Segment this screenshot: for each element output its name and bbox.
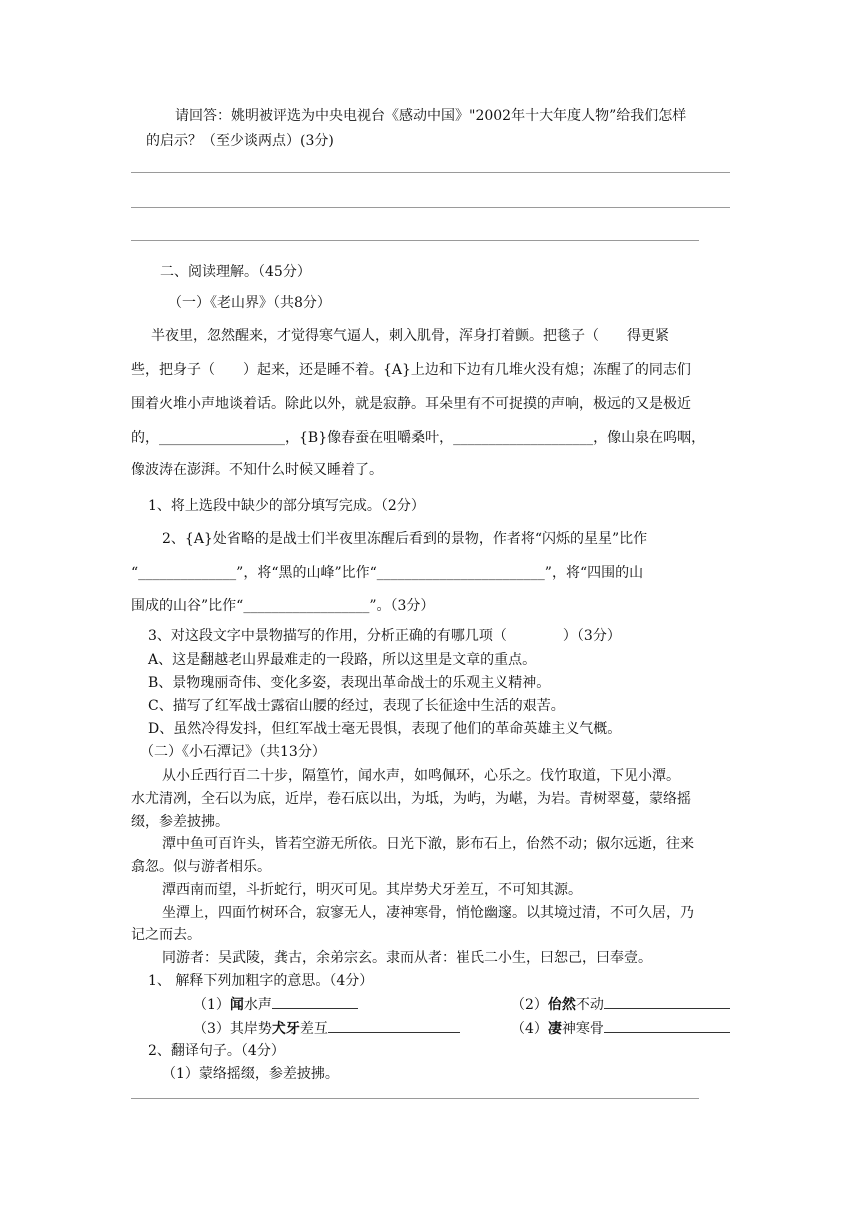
bold-word: 佁然 xyxy=(547,997,576,1013)
option-c: C、描写了红军战士露宿山腰的经过，表现了长征途中生活的艰苦。 xyxy=(148,698,565,714)
classical-text-line: 缀，参差披拂。 xyxy=(131,814,229,830)
part2-question-1: 1、 解释下列加粗字的意思。（4分） xyxy=(148,973,374,989)
part1-para-line: 围着火堆小声地谈着话。除此以外，就是寂静。耳朵里有不可捉摸的声响，极远的又是极近 xyxy=(131,396,691,412)
word-num: （2） xyxy=(511,997,548,1013)
option-d: D、虽然冷得发抖，但红军战士毫无畏惧，表现了他们的革命英雄主义气概。 xyxy=(148,721,622,737)
classical-text-line: 记之而去。 xyxy=(131,927,201,943)
part2-heading: （二）《小石潭记》（共13分） xyxy=(140,744,326,760)
word-num: （3）其岸势 xyxy=(193,1021,272,1037)
bold-word: 凄 xyxy=(547,1021,562,1037)
part2-question-2: 2、翻译句子。（4分） xyxy=(148,1043,285,1059)
word-rest: 差互 xyxy=(299,1021,328,1037)
classical-text-line: 坐潭上，四面竹树环合，寂寥无人，凄神寒骨，悄怆幽邃。以其境过清，不可久居，乃 xyxy=(162,905,694,921)
part1-para-line: 些，把身子（ ）起来，还是睡不着。{A}上边和下边有几堆火没有熄；冻醒了的同志们 xyxy=(131,362,691,378)
bold-word: 犬牙 xyxy=(271,1021,300,1037)
classical-text-line: 潭西南而望，斗折蛇行，明灭可见。其岸势犬牙差互，不可知其源。 xyxy=(162,882,582,898)
question-yaoming-line1: 请回答：姚明被评选为中央电视台《感动中国》"2002年十大年度人物”给我们怎样 xyxy=(175,108,687,124)
part1-para-line: 像波涛在澎湃。不知什么时候又睡着了。 xyxy=(131,462,383,478)
part1-question-2-line: 围成的山谷”比作“__________________”。（3分） xyxy=(131,598,435,614)
part1-para-line: 的，__________________，{B}像春蚕在咀嚼桑叶，____________________，像山泉在呜咽， xyxy=(131,430,706,446)
classical-text-line: 潭中鱼可百许头，皆若空游无所依。日光下澈，影布石上，佁然不动；俶尔远逝，往来 xyxy=(162,836,694,852)
word-item-2 xyxy=(511,994,730,1015)
word-item-4 xyxy=(511,1018,730,1039)
answer-line-3[interactable] xyxy=(131,240,699,241)
word-rest: 神寒骨 xyxy=(561,1021,604,1037)
section-heading: 二、阅读理解。（45分） xyxy=(160,264,311,280)
answer-line-2[interactable] xyxy=(131,207,730,208)
bold-word: 闻 xyxy=(229,997,244,1013)
answer-blank[interactable] xyxy=(328,1018,460,1033)
word-rest: 不动 xyxy=(575,997,604,1013)
word-num: （1） xyxy=(193,997,230,1013)
part1-heading: （一）《老山界》（共8分） xyxy=(168,295,331,311)
answer-line-1[interactable] xyxy=(131,172,730,173)
part1-question-2-line: 2、{A}处省略的是战士们半夜里冻醒后看到的景物，作者将“闪烁的星星”比作 xyxy=(162,531,648,547)
answer-blank[interactable] xyxy=(604,994,730,1009)
part1-question-3: 3、对这段文字中景物描写的作用，分析正确的有哪几项（ ）（3分） xyxy=(148,628,621,644)
answer-blank[interactable] xyxy=(272,994,358,1009)
answer-line-4[interactable] xyxy=(131,1098,699,1099)
part1-para-line: 半夜里，忽然醒来，才觉得寒气逼人，刺入肌骨，浑身打着颤。把毯子（ 得更紧 xyxy=(151,328,669,344)
answer-blank[interactable] xyxy=(604,1018,730,1033)
word-item-1 xyxy=(193,994,358,1015)
word-item-3 xyxy=(193,1018,460,1039)
classical-text-line: 水尤清冽，全石以为底，近岸，卷石底以出，为坻，为屿，为嵁，为岩。青树翠蔓，蒙络摇 xyxy=(131,791,691,807)
question-yaoming-line2: 的启示？（至少谈两点）(3分) xyxy=(146,133,334,149)
part1-question-1: 1、将上选段中缺少的部分填写完成。（2分） xyxy=(148,498,425,514)
word-rest: 水声 xyxy=(243,997,272,1013)
classical-text-line: 翕忽。似与游者相乐。 xyxy=(131,859,271,875)
word-num: （4） xyxy=(511,1021,548,1037)
option-a: A、这是翻越老山界最难走的一段路，所以这里是文章的重点。 xyxy=(148,652,537,668)
classical-text-line: 从小丘西行百二十步，隔篁竹，闻水声，如鸣佩环，心乐之。伐竹取道，下见小潭。 xyxy=(162,768,680,784)
option-b: B、景物瑰丽奇伟、变化多姿，表现出革命战士的乐观主义精神。 xyxy=(148,675,551,691)
part1-question-2-line: “______________”，将“黑的山峰”比作“________________________”，将“四围的山 xyxy=(131,565,644,581)
classical-text-line: 同游者：吴武陵，龚古，余弟宗玄。隶而从者：崔氏二小生，曰恕己，曰奉壹。 xyxy=(162,950,652,966)
translate-item-1: （1）蒙络摇缀，参差披拂。 xyxy=(162,1066,339,1082)
